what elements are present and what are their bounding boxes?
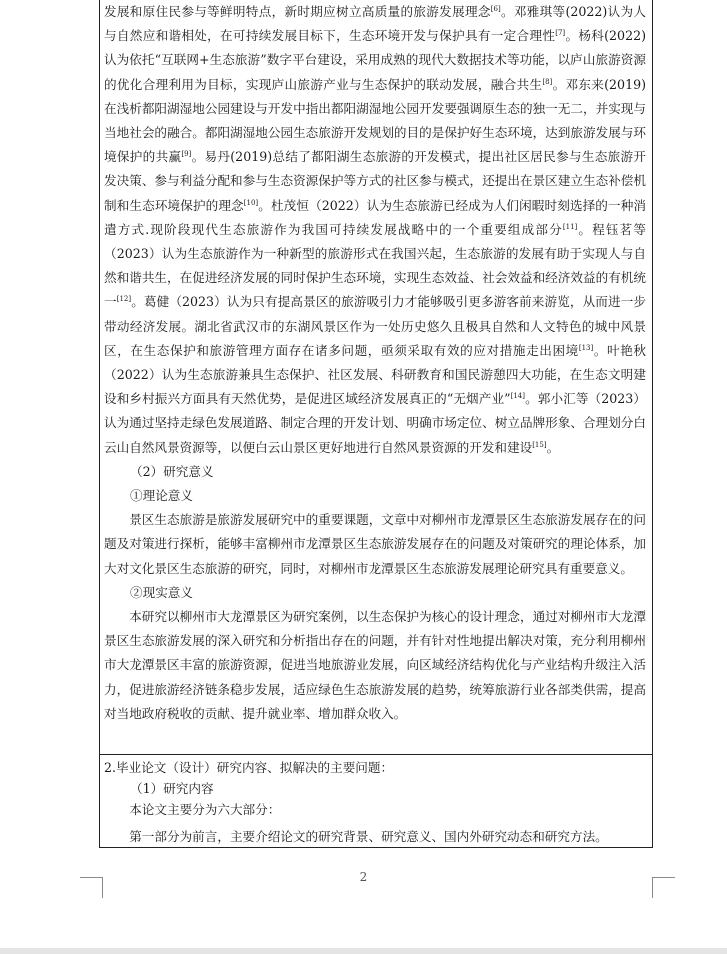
paragraph-line: 好地进行自然风景资源的开发和建设: [330, 439, 533, 455]
paragraph-line-tail: 。葛健（2023）认为只有: [131, 294, 278, 310]
paragraph-line: 本研究以柳州市大龙潭景区为研究案例，以生态保护为核心的设计理念，通过对柳州市大龙潭: [129, 609, 646, 625]
paragraph-line: 东湖风景区作为一处历史悠久且极具自然和人文特色的城中风景区，在生态保护和旅游管理方面存: [104, 318, 647, 358]
practical-significance-heading: ②现实意义: [130, 584, 193, 600]
paragraph-line: 市大龙潭景区丰富的旅游资源，促进当地旅游业发展，向区域经济结构优化与产业结构升级注入活: [104, 657, 646, 673]
citation-mark: [6]: [490, 5, 501, 13]
paragraph-line: 的同时保护生态环境，实现生态效益、社会效益和经济效益的有机统一: [104, 270, 647, 310]
citation-mark: [14]: [510, 392, 525, 401]
paragraph-line-tail: 。: [546, 439, 560, 455]
paragraph-line-tail: 。易丹(2019)总结了都阳湖生态旅游的开发模式，提出社区居民参与生态旅游开发决策、参与利: [104, 149, 647, 189]
paragraph-line: 力，促进旅游经济链条稳步发展，适应绿色生态旅游发展的趋势，统筹旅游行业各部类供需，提高: [104, 681, 646, 697]
page-number: 2: [359, 870, 368, 884]
paragraph-line: 一种新型的旅游形式在我国兴起，生态旅游的发展有助于实现人与自然和谐共生，在促进经济发展: [104, 246, 647, 286]
citation-mark: [10]: [243, 198, 259, 207]
paragraph-line-tail: 。杜茂恒（2022）认为生态旅游已经成为人们闲暇时刻选择的一种消遣方式.现阶段现代: [104, 197, 647, 237]
paragraph-line-tail: 。郭小汇等（2023）认为通过坚持走绿色发展道路、制定合理: [104, 391, 646, 431]
research-content-heading: （1）研究内容: [130, 781, 214, 796]
citation-mark: [8]: [542, 77, 553, 86]
page-gap: [0, 948, 727, 954]
theory-significance-heading: ①理论意义: [130, 488, 193, 504]
research-background-cell: [99, 0, 653, 755]
citation-mark: [12]: [116, 295, 132, 304]
paragraph-line-tail: 。邓东来(2019)在浅析都阳: [104, 76, 647, 116]
literature-review-lines: [104, 0, 646, 460]
paragraph-line: 赢: [168, 149, 182, 165]
paragraph-line-tail: 。程钰茗等（2023）认为生态旅游作为: [104, 221, 647, 262]
parts-intro: 本论文主要分为六大部分：: [129, 802, 281, 817]
paragraph-line: 合理利用为目标，实现庐山旅游产业与生态保护的联动发展，融合共生: [142, 76, 543, 92]
paragraph-line: 景区生态旅游发展的深入研究和分析指出存在的问题，并有针对性地提出解决对策，充分利用柳州: [104, 633, 646, 649]
citation-mark: [13]: [578, 343, 594, 352]
paragraph-line: 益分配和参与生态资源保护等方式的社区参与模式，还提出在景区建立生态补偿机制和生态环境保: [104, 173, 647, 213]
citation-mark: [15]: [532, 440, 547, 449]
section-title: 2.毕业论文（设计）研究内容、拟解决的主要问题：: [104, 760, 394, 775]
paragraph-line: 湖湿地公园建设与开发中指出都阳湖湿地公园开发要强调原生态的独一无二，并实现与当地社会的: [104, 100, 647, 141]
research-content-cell: [99, 755, 653, 848]
practical-significance-paragraph: [104, 605, 646, 726]
citation-mark: [11]: [562, 222, 578, 231]
paragraph-line: 对当地政府税收的贡献、提升就业率、增加群众收入。: [104, 705, 407, 721]
paragraph-line: “互联网+生态旅游”数字平台建设，采用成熟的现代大数据技术等功能，以庐山旅游资源的优化: [104, 52, 647, 92]
paragraph-line: 景区生态旅游是旅游发展研究中的重要课题，文章中对柳州市龙潭景区生态旅游发展存在的问: [129, 512, 646, 528]
literature-review-paragraph: [104, 0, 646, 460]
research-content-text: [100, 755, 652, 847]
paragraph-line: 大对文化景区生态旅游的研究，同时，对柳州市龙潭景区生态旅游发展理论研究具有重要意义。: [104, 560, 633, 576]
paragraph-line: 社区发展、科研教育和国民游憩四大功能，在生态文明建设和乡村振兴方面具有天然优势，是促进: [104, 367, 646, 407]
paragraph-line: 然应和谐相处，在可持续发展目标下，生态环境开发与保护具有一定合理性: [129, 28, 556, 44]
paragraph-line: 提高景区的旅游吸引力才能够吸引更多游客前来游览，从而进一步带动经济发展。湖北省武汉市的: [104, 294, 647, 334]
paragraph-line: 题及对策进行探析，能够丰富柳州市龙潭景区生态旅游发展存在的问题及对策研究的理论体系，加: [104, 536, 646, 552]
paragraph-line: 护的理念: [192, 197, 244, 213]
part-one-description: 第一部分为前言，主要介绍论文的研究背景、研究意义、国内外研究动态和研究方法。: [129, 829, 608, 844]
paragraph-line: 区域经济发展真正的“无烟产业”: [332, 391, 511, 407]
paragraph-line: 的开发计划、明确市场定位、树立品牌形象、合理划分白云山自然风景资源等，以便白云山景区更: [104, 415, 647, 455]
paragraph-line: 融合。都阳湖湿地公园生态旅游开发规划的目的是保护好生态环境，达到旅游发展与环境保护的共: [104, 125, 647, 165]
paragraph-line: 发展和原住民参与等鲜明特点，新时期应树立高质量的旅游发展理念: [104, 4, 491, 19]
paragraph-line: 生态旅游作为我国可持续发展战略中的一个重要组成部分: [219, 221, 563, 237]
paragraph-line-tail: 。杨科(2022)认为依托: [104, 28, 647, 68]
paragraph-line-tail: 。邓雅琪等(2022)认为人与自: [104, 4, 646, 44]
citation-mark: [9]: [181, 150, 192, 159]
theory-significance-paragraph: [104, 508, 646, 581]
citation-mark: [7]: [555, 29, 566, 38]
literature-review-text: [100, 0, 652, 726]
paragraph-line-tail: 。叶艳秋（2022）认为生态旅游兼具生态保护、: [104, 342, 647, 383]
significance-heading: （2）研究意义: [130, 463, 214, 479]
paragraph-line: 在诸多问题，亟须采取有效的应对措施走出困境: [301, 342, 579, 358]
